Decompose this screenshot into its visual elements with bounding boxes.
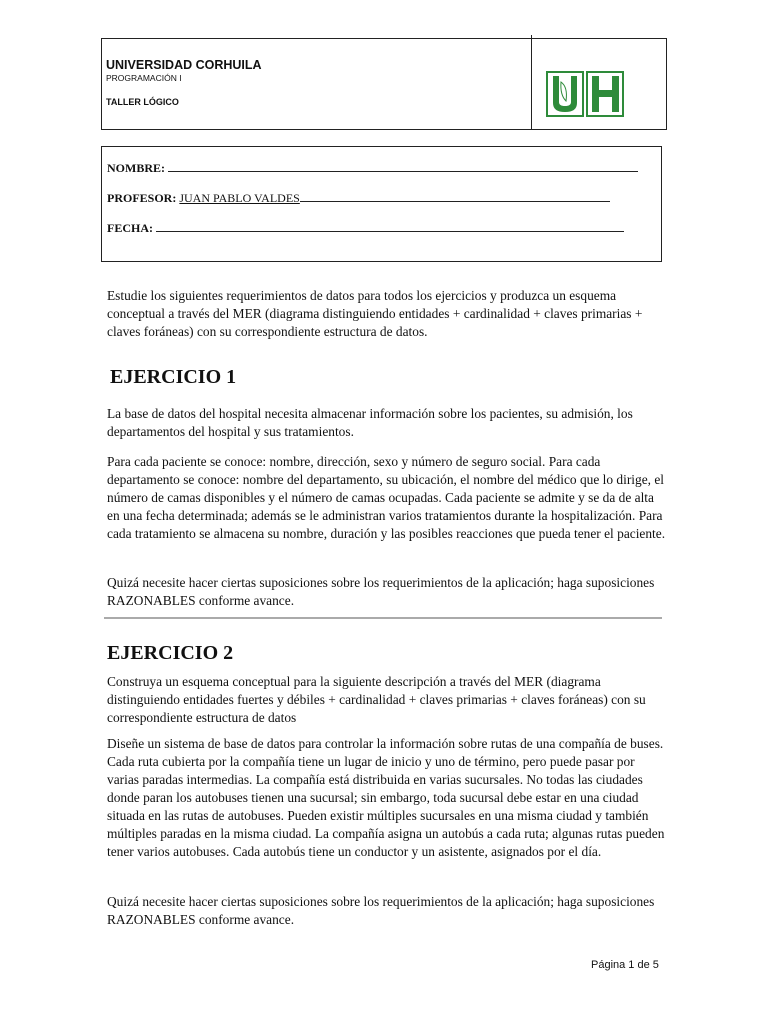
date-field — [107, 221, 624, 236]
exercise-1-title: EJERCICIO 1 — [110, 366, 237, 388]
date-label: FECHA: — [107, 221, 153, 235]
page-number: Página 1 de 5 — [591, 959, 659, 971]
university-logo — [546, 71, 624, 117]
exercise-1-paragraph-1: La base de datos del hospital necesita almacenar información sobre los pacientes, su admisión, los departamentos del hospital y sus tratamientos. — [107, 406, 633, 439]
name-field — [107, 161, 638, 176]
exercise-1-paragraph-3: Quizá necesite hacer ciertas suposiciones sobre los requerimientos de la aplicación; haga suposiciones RAZONABLES conforme avance. — [107, 575, 655, 608]
professor-label: PROFESOR: — [107, 191, 177, 205]
exercise-2-paragraph-1: Construya un esquema conceptual para la siguiente descripción a través del MER (diagrama distinguiendo entidades fuertes y débiles + cardinalidad + claves primarias + claves foráneas) con su correspondiente estructura de datos — [107, 674, 646, 725]
professor-blank-line — [300, 191, 610, 202]
exercise-2-paragraph-2: Diseñe un sistema de base de datos para controlar la información sobre rutas de una compañía de buses. Cada ruta cubierta por la compañía tiene un lugar de inicio y uno de término, pero puede pasar por varias paradas intermedias. La compañía está distribuida en varias sucursales. No todas las ciudades donde paran los autobuses tienen una sucursal; sin embargo, toda sucursal debe estar en una ciudad situada en las rutas de autobuses. Pueden existir múltiples sucursales en una misma ciudad y también múltiples paradas en la misma ciudad. La compañía asigna un autobús a cada ruta; algunas rutas pueden tener varios autobuses. Cada autobús tiene un conductor y un asistente, asignados por el día. — [107, 736, 665, 859]
course-name: PROGRAMACIÓN I — [106, 73, 182, 83]
university-name: UNIVERSIDAD CORHUILA — [106, 58, 262, 72]
name-label: NOMBRE: — [107, 161, 165, 175]
student-info-box — [101, 146, 662, 262]
header-box — [101, 38, 667, 130]
exercise-2-paragraph-3: Quizá necesite hacer ciertas suposiciones sobre los requerimientos de la aplicación; haga suposiciones RAZONABLES conforme avance. — [107, 894, 655, 927]
date-blank-line — [156, 221, 624, 232]
header-divider — [531, 35, 532, 129]
professor-value: JUAN PABLO VALDES — [179, 191, 300, 205]
section-divider — [104, 617, 662, 619]
exercise-1-paragraph-2: Para cada paciente se conoce: nombre, dirección, sexo y número de seguro social. Para cada departamento se conoce: nombre del departamento, su ubicación, el nombre del médico que lo dirige, el número de camas disponibles y el número de camas ocupadas. Cada paciente se admite y se da de alta en una fecha determinada; además se le administran varios tratamientos durante la hospitalización. Para cada tratamiento se almacena su nombre, duración y las posibles reacciones que pueda tener el paciente. — [107, 454, 666, 541]
name-blank-line — [168, 161, 638, 172]
exercise-2-title: EJERCICIO 2 — [107, 642, 234, 664]
workshop-title: TALLER LÓGICO — [106, 97, 179, 107]
intro-paragraph: Estudie los siguientes requerimientos de datos para todos los ejercicios y produzca un esquema conceptual a través del MER (diagrama distinguiendo entidades + cardinalidad + claves primarias + claves foráneas) con su correspondiente estructura de datos. — [107, 288, 643, 339]
professor-field — [107, 191, 610, 206]
